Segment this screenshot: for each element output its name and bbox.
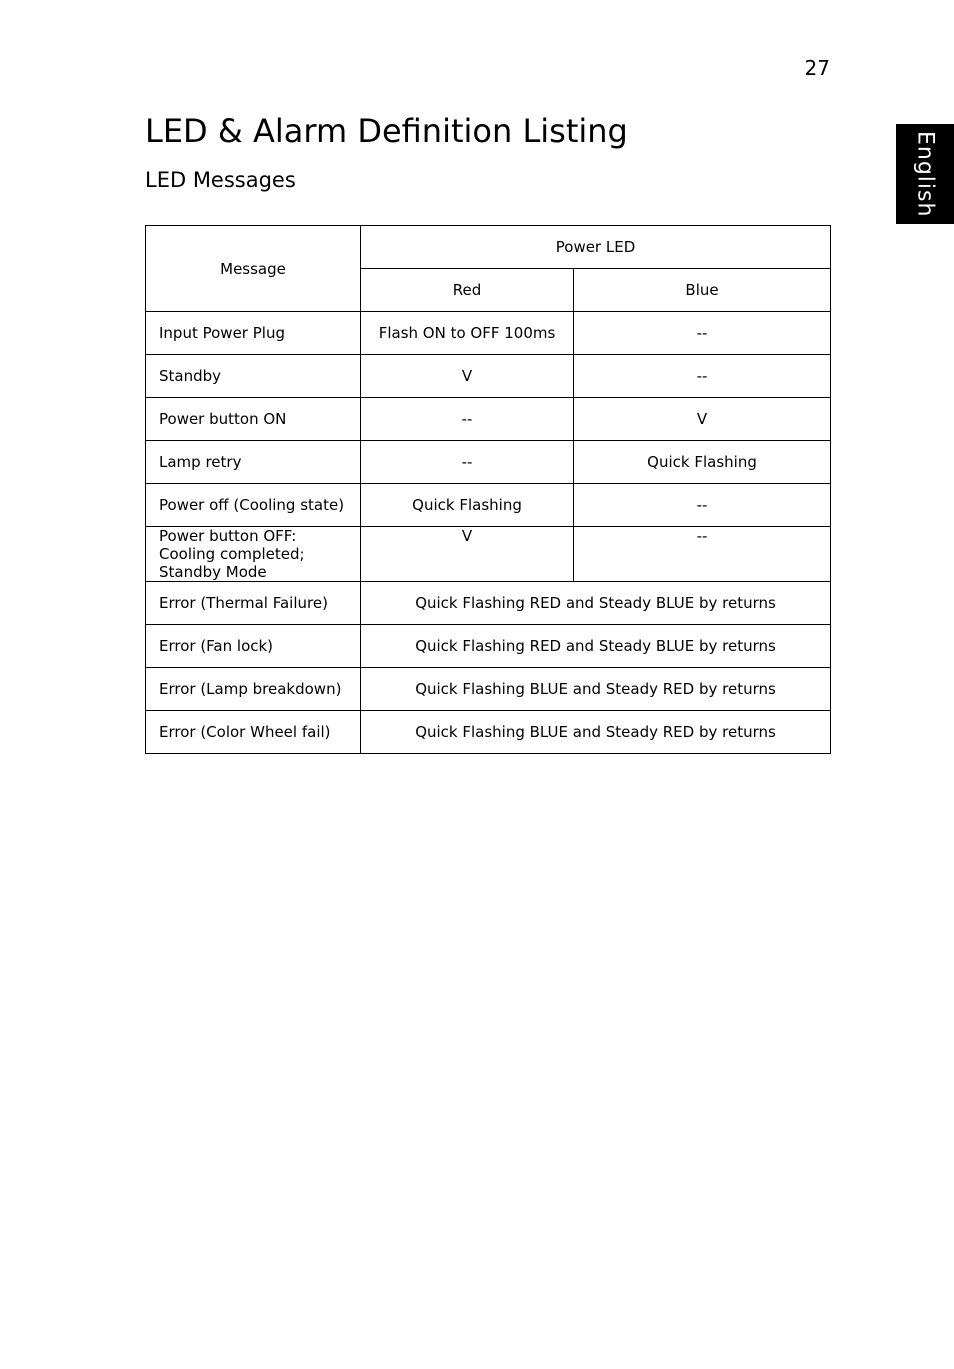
row-message: Power button ON (146, 398, 361, 441)
page-number: 27 (804, 56, 830, 80)
row-blue: V (574, 398, 831, 441)
error-row (146, 711, 831, 754)
row-message: Standby (146, 355, 361, 398)
page-title: LED & Alarm Definition Listing (145, 112, 628, 150)
row-message-line: Power button OFF: (159, 527, 297, 545)
error-message: Error (Lamp breakdown) (146, 668, 361, 711)
error-row (146, 582, 831, 625)
led-messages-table (145, 225, 831, 754)
header-red: Red (361, 269, 574, 312)
table-row (146, 312, 831, 355)
header-blue: Blue (574, 269, 831, 312)
language-tab-label: English (912, 130, 938, 218)
error-value: Quick Flashing RED and Steady BLUE by returns (361, 625, 831, 668)
section-title: LED Messages (145, 168, 296, 192)
header-message: Message (146, 226, 361, 312)
row-message-line: Cooling completed; (159, 545, 305, 563)
table-row (146, 527, 831, 582)
row-blue: -- (574, 312, 831, 355)
row-message-line: Standby Mode (159, 563, 267, 581)
row-message: Input Power Plug (146, 312, 361, 355)
table-row (146, 441, 831, 484)
header-power-led: Power LED (361, 226, 831, 269)
error-row (146, 625, 831, 668)
error-value: Quick Flashing RED and Steady BLUE by returns (361, 582, 831, 625)
table-header-row (146, 226, 831, 269)
row-message: Power off (Cooling state) (146, 484, 361, 527)
table-row (146, 355, 831, 398)
row-blue: -- (574, 484, 831, 527)
language-tab (896, 124, 954, 224)
row-blue: Quick Flashing (574, 441, 831, 484)
table-row (146, 484, 831, 527)
error-row (146, 668, 831, 711)
row-red: -- (361, 441, 574, 484)
row-red: V (361, 355, 574, 398)
row-red: V (361, 527, 574, 582)
row-blue: -- (574, 355, 831, 398)
error-message: Error (Thermal Failure) (146, 582, 361, 625)
row-red: Quick Flashing (361, 484, 574, 527)
error-value: Quick Flashing BLUE and Steady RED by returns (361, 711, 831, 754)
row-message: Lamp retry (146, 441, 361, 484)
row-red: Flash ON to OFF 100ms (361, 312, 574, 355)
table-row (146, 398, 831, 441)
row-blue: -- (574, 527, 831, 582)
error-value: Quick Flashing BLUE and Steady RED by returns (361, 668, 831, 711)
row-message (146, 527, 361, 582)
error-message: Error (Color Wheel fail) (146, 711, 361, 754)
row-red: -- (361, 398, 574, 441)
error-message: Error (Fan lock) (146, 625, 361, 668)
